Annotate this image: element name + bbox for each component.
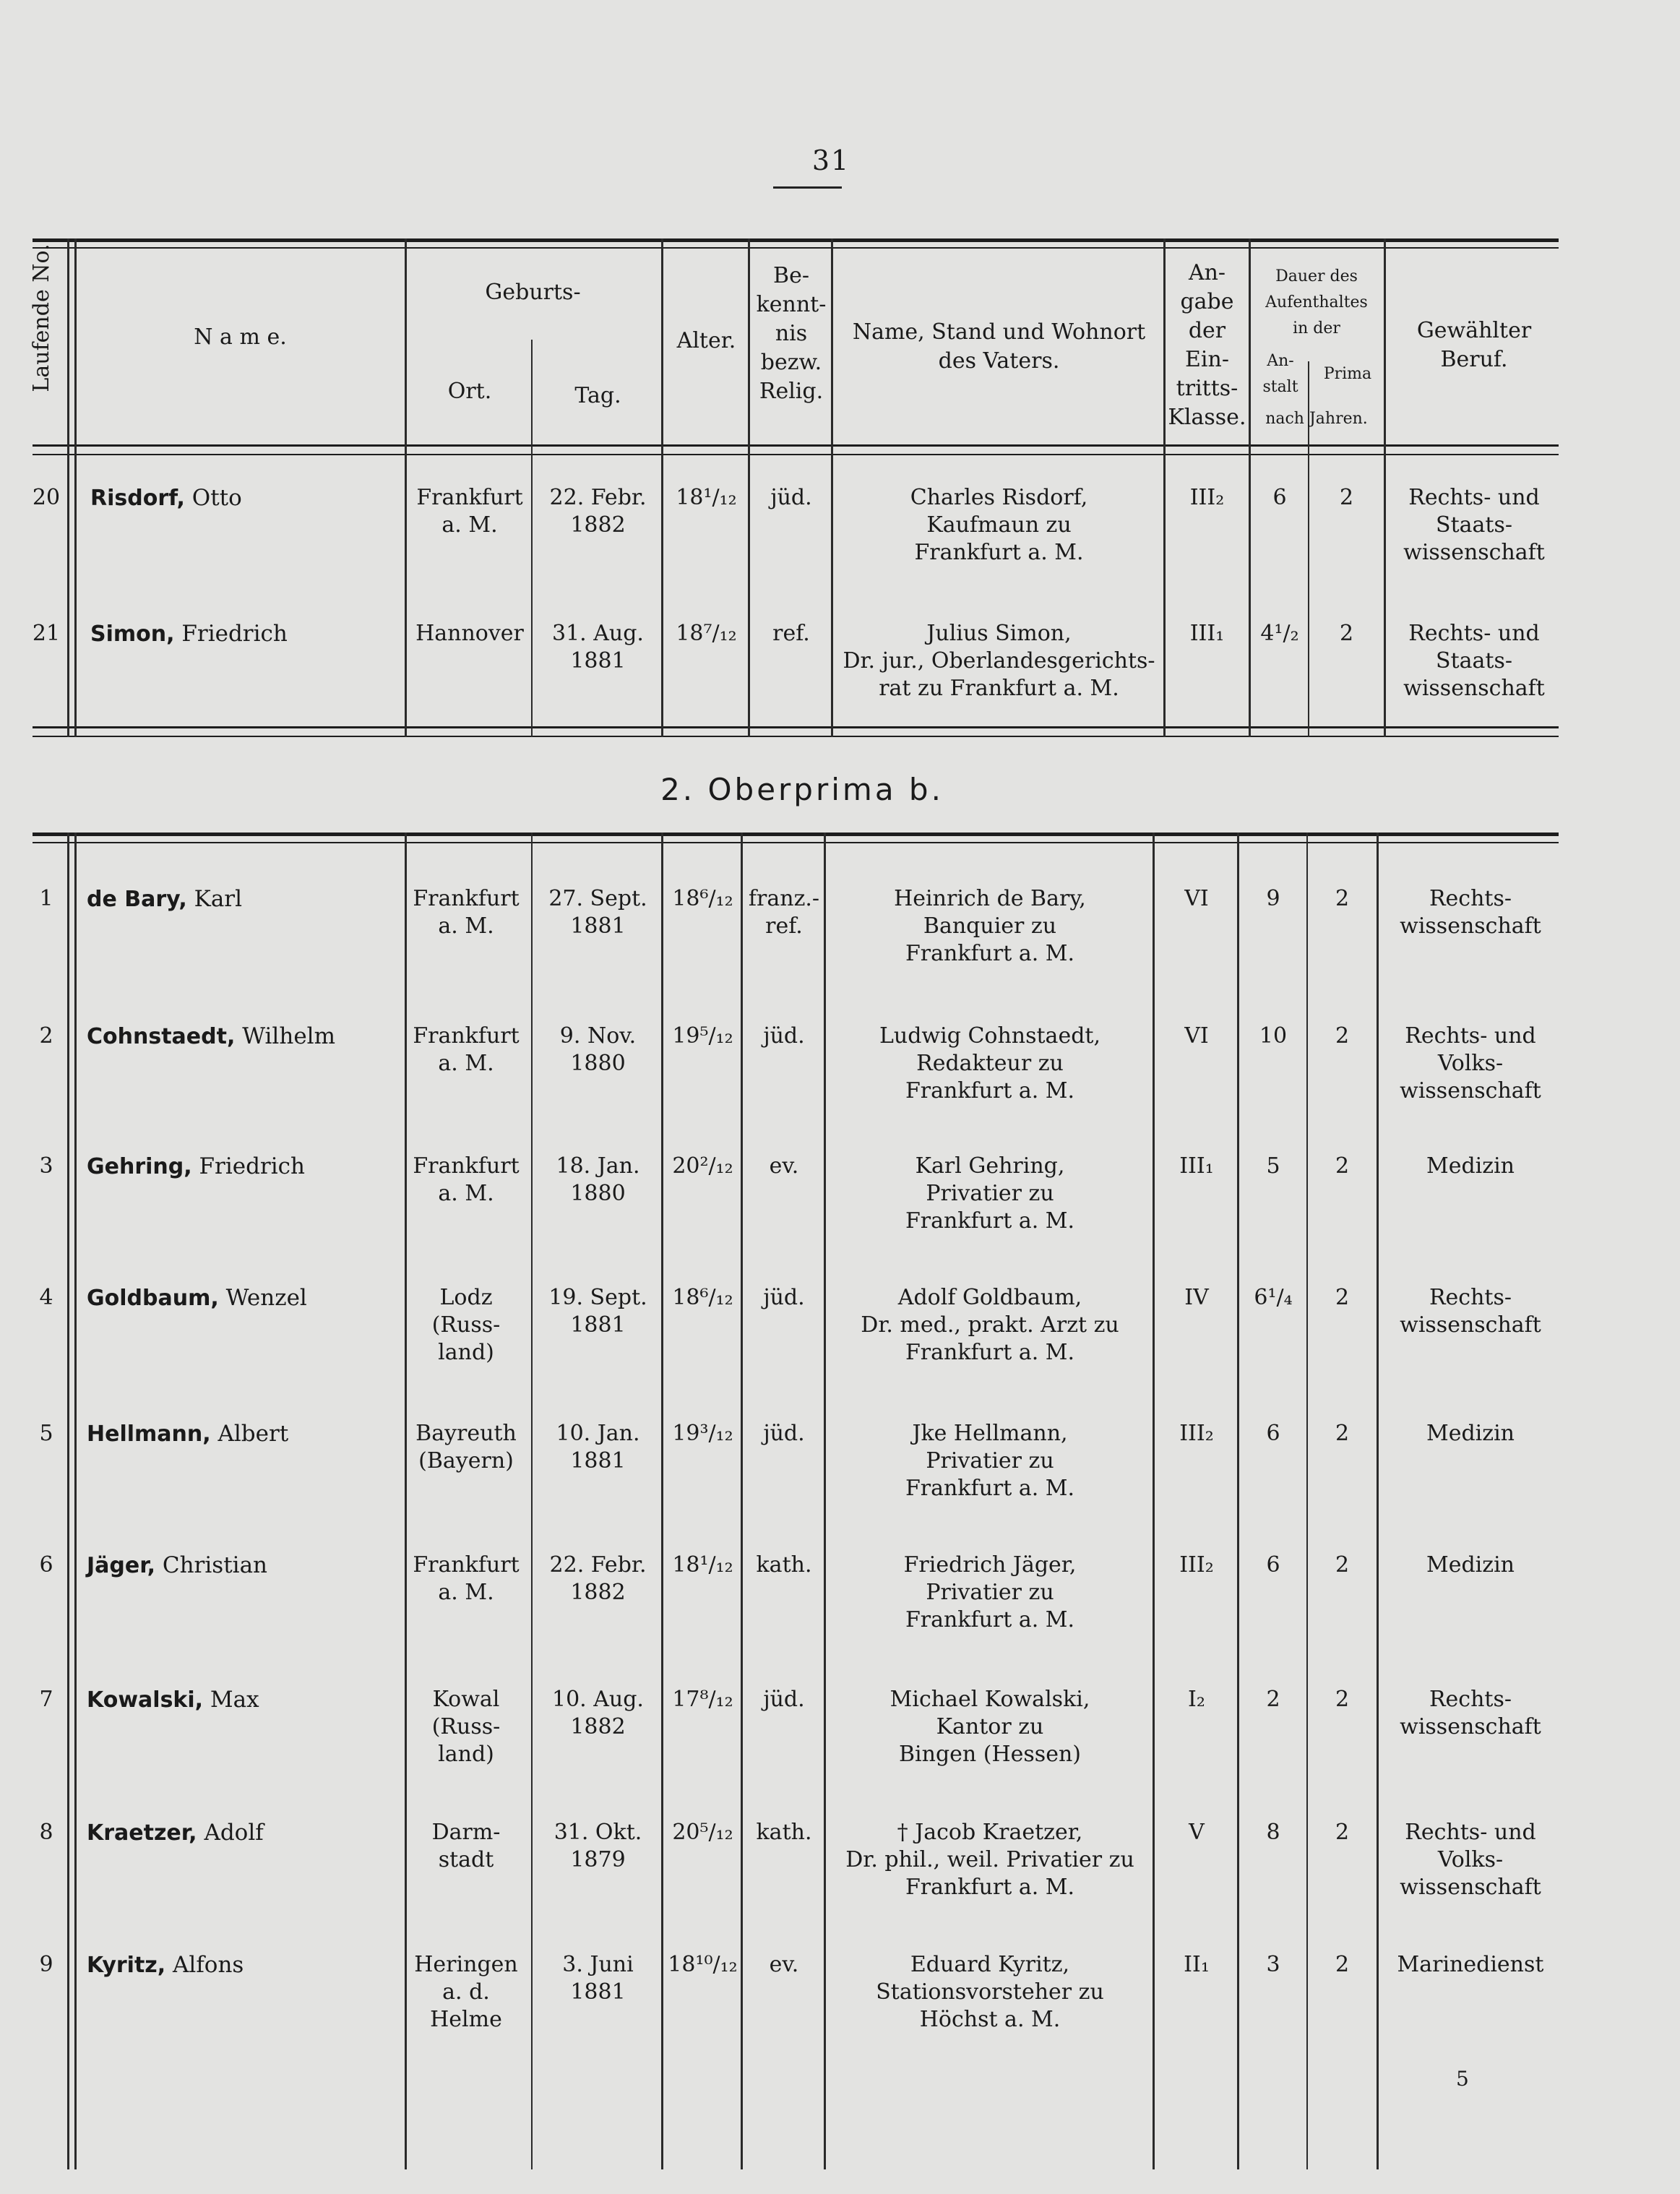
chosen-profession: Rechts- wissenschaft [1400, 1687, 1541, 1739]
age: 20⁵/₁₂ [672, 1820, 733, 1845]
years-institution: 6 [1266, 1421, 1280, 1446]
age: 18¹/₁₂ [672, 1552, 733, 1578]
col-divider [1153, 833, 1155, 2169]
years-prima: 2 [1339, 485, 1354, 510]
table-top-rule [33, 238, 1559, 242]
age: 20²/₁₂ [672, 1153, 733, 1179]
row-number: 5 [39, 1421, 53, 1446]
student-name [90, 620, 401, 648]
student-surname: de Bary, [87, 887, 187, 912]
student-name [87, 1819, 401, 1847]
entry-class: II₁ [1184, 1952, 1210, 1977]
birth-date: 3. Juni 1881 [562, 1952, 634, 2005]
years-institution: 6 [1266, 1552, 1280, 1578]
father-info: Friedrich Jäger, Privatier zu Frankfurt a. M. [903, 1552, 1077, 1632]
header-ort: Ort. [447, 379, 492, 404]
table2-top-rule-2 [33, 842, 1559, 843]
years-prima: 2 [1335, 1023, 1350, 1049]
student-name [87, 1951, 401, 1979]
father-info: Michael Kowalski, Kantor zu Bingen (Hessen) [889, 1687, 1090, 1767]
religion: ev. [769, 1153, 799, 1179]
chosen-profession: Medizin [1426, 1153, 1515, 1179]
header-tag: Tag. [574, 383, 621, 408]
col-divider [405, 238, 407, 737]
row-number: 20 [32, 485, 61, 510]
col-divider [831, 238, 833, 737]
chosen-profession: Rechts- und Volks- wissenschaft [1400, 1023, 1541, 1104]
sheet-number: 5 [1456, 2067, 1469, 2091]
entry-class: IV [1184, 1285, 1209, 1310]
years-institution: 10 [1259, 1023, 1288, 1049]
entry-class: III₁ [1179, 1153, 1214, 1179]
years-prima: 2 [1335, 1153, 1350, 1179]
table-bottom-rule [33, 726, 1559, 728]
student-first-name: Alfons [173, 1952, 244, 1978]
age: 18⁷/₁₂ [676, 621, 737, 646]
entry-class: V [1189, 1820, 1205, 1845]
father-info: Heinrich de Bary, Banquier zu Frankfurt a. M. [894, 886, 1086, 966]
religion: ev. [769, 1952, 799, 1977]
chosen-profession: Rechts- und Staats- wissenschaft [1403, 621, 1545, 701]
age: 19⁵/₁₂ [672, 1023, 733, 1049]
student-surname: Kowalski, [87, 1687, 204, 1713]
birth-place: Lodz (Russ- land) [431, 1285, 501, 1365]
religion: jüd. [763, 1687, 805, 1712]
chosen-profession: Medizin [1426, 1421, 1515, 1446]
header-bottom-rule [33, 444, 1559, 447]
birth-place: Heringen a. d. Helme [414, 1952, 518, 2032]
age: 18⁶/₁₂ [672, 886, 733, 911]
years-institution: 6¹/₄ [1254, 1285, 1293, 1310]
student-surname: Simon, [90, 621, 175, 647]
student-first-name: Max [210, 1687, 259, 1713]
col-divider [74, 833, 77, 2169]
student-first-name: Albert [217, 1421, 289, 1447]
religion: franz.- ref. [748, 886, 820, 939]
birth-date: 9. Nov. 1880 [559, 1023, 637, 1076]
birth-place: Darm- stadt [431, 1820, 501, 1872]
birth-date: 31. Aug. 1881 [552, 621, 644, 674]
col-divider [74, 238, 77, 737]
row-number: 4 [39, 1285, 53, 1310]
student-first-name: Friedrich [181, 621, 288, 647]
chosen-profession: Marinedienst [1397, 1952, 1544, 1977]
chosen-profession: Medizin [1426, 1552, 1515, 1578]
age: 18⁶/₁₂ [672, 1285, 733, 1310]
age: 17⁸/₁₂ [672, 1687, 733, 1712]
birth-date: 10. Aug. 1882 [552, 1687, 644, 1739]
header-vater: Name, Stand und Wohnort des Vaters. [852, 319, 1146, 374]
entry-class: VI [1184, 886, 1209, 911]
religion: ref. [772, 621, 810, 646]
birth-date: 18. Jan. 1880 [556, 1153, 640, 1206]
student-name [87, 1686, 401, 1714]
header-bottom-rule-2 [33, 454, 1559, 455]
years-institution: 5 [1266, 1153, 1280, 1179]
entry-class: III₁ [1189, 621, 1225, 646]
row-number: 9 [39, 1952, 53, 1977]
header-geburts: Geburts- [485, 280, 581, 305]
section-title: 2. Oberprima b. [660, 772, 944, 807]
table-top-rule-2 [33, 247, 1559, 249]
student-first-name: Wenzel [225, 1285, 307, 1311]
col-divider [661, 238, 663, 737]
birth-place: Frankfurt a. M. [413, 886, 520, 939]
age: 18¹/₁₂ [676, 485, 737, 510]
student-name [87, 1420, 401, 1448]
row-number: 7 [39, 1687, 53, 1712]
table2-top-rule [33, 833, 1559, 836]
father-info: Eduard Kyritz, Stationsvorsteher zu Höchst a. M. [876, 1952, 1104, 2032]
chosen-profession: Rechts- wissenschaft [1400, 1285, 1541, 1338]
religion: jüd. [763, 1421, 805, 1446]
birth-date: 31. Okt. 1879 [553, 1820, 642, 1872]
years-institution: 8 [1266, 1820, 1280, 1845]
chosen-profession: Rechts- und Staats- wissenschaft [1403, 485, 1545, 565]
student-name [87, 1552, 401, 1580]
col-divider [531, 833, 533, 2169]
col-divider [1377, 833, 1379, 2169]
birth-place: Frankfurt a. M. [416, 485, 523, 538]
row-number: 21 [32, 621, 61, 646]
birth-date: 22. Febr. 1882 [549, 485, 647, 538]
father-info: Karl Gehring, Privatier zu Frankfurt a. M. [905, 1153, 1075, 1234]
col-divider [1237, 833, 1239, 2169]
student-first-name: Christian [162, 1552, 268, 1578]
chosen-profession: Rechts- und Volks- wissenschaft [1400, 1820, 1541, 1900]
birth-place: Frankfurt a. M. [413, 1153, 520, 1206]
col-divider [67, 238, 69, 737]
years-institution: 4¹/₂ [1260, 621, 1299, 646]
years-institution: 2 [1266, 1687, 1280, 1712]
entry-class: I₂ [1188, 1687, 1205, 1712]
student-first-name: Wilhelm [242, 1023, 335, 1049]
student-name [90, 484, 401, 512]
age: 18¹⁰/₁₂ [668, 1952, 738, 1977]
chosen-profession: Rechts- wissenschaft [1400, 886, 1541, 939]
birth-place: Frankfurt a. M. [413, 1023, 520, 1076]
row-number: 6 [39, 1552, 53, 1578]
header-laufende-no: Laufende No. [29, 244, 54, 392]
years-prima: 2 [1335, 1952, 1350, 1977]
student-name [87, 1284, 401, 1312]
birth-date: 22. Febr. 1882 [549, 1552, 647, 1605]
father-info: Jke Hellmann, Privatier zu Frankfurt a. M. [905, 1421, 1075, 1501]
col-divider [1384, 238, 1386, 737]
years-prima: 2 [1339, 621, 1354, 646]
col-divider [661, 833, 663, 2169]
age: 19³/₁₂ [672, 1421, 733, 1446]
father-info: Julius Simon, Dr. jur., Oberlandesgerichts- rat zu Frankfurt a. M. [843, 621, 1155, 701]
birth-date: 27. Sept. 1881 [548, 886, 647, 939]
father-info: Adolf Goldbaum, Dr. med., prakt. Arzt zu Frankfurt a. M. [861, 1285, 1119, 1365]
col-divider [741, 833, 743, 2169]
student-first-name: Friedrich [199, 1153, 305, 1179]
table-bottom-rule-2 [33, 736, 1559, 737]
years-prima: 2 [1335, 1421, 1350, 1446]
entry-class: III₂ [1179, 1552, 1214, 1578]
student-name [87, 1153, 401, 1181]
student-surname: Kyritz, [87, 1953, 166, 1978]
years-prima: 2 [1335, 886, 1350, 911]
student-surname: Gehring, [87, 1154, 192, 1179]
religion: jüd. [770, 485, 812, 510]
header-alter: Alter. [676, 328, 736, 353]
header-eintritt: An- gabe der Ein- tritts- Klasse. [1168, 260, 1246, 430]
col-divider [67, 833, 69, 2169]
religion: jüd. [763, 1023, 805, 1049]
row-number: 1 [39, 886, 53, 911]
birth-place: Hannover [415, 621, 524, 646]
entry-class: III₂ [1189, 485, 1225, 510]
student-surname: Jäger, [87, 1553, 156, 1578]
col-divider [748, 238, 750, 737]
student-first-name: Otto [191, 485, 242, 511]
row-number: 2 [39, 1023, 53, 1049]
father-info: Charles Risdorf, Kaufmaun zu Frankfurt a. M. [910, 485, 1088, 565]
birth-place: Frankfurt a. M. [413, 1552, 520, 1605]
col-divider [1249, 238, 1251, 737]
years-prima: 2 [1335, 1285, 1350, 1310]
years-institution: 9 [1266, 886, 1280, 911]
religion: kath. [756, 1552, 812, 1578]
student-surname: Hellmann, [87, 1421, 211, 1447]
col-divider [531, 340, 533, 737]
header-prima: Prima [1323, 365, 1372, 383]
header-dauer: Dauer des Aufenthaltes in der [1265, 267, 1368, 337]
years-prima: 2 [1335, 1687, 1350, 1712]
student-first-name: Karl [194, 886, 243, 912]
header-name: N a m e. [194, 324, 287, 350]
page-number-rule [773, 186, 842, 189]
years-prima: 2 [1335, 1552, 1350, 1578]
father-info: † Jacob Kraetzer, Dr. phil., weil. Privatier zu Frankfurt a. M. [845, 1820, 1134, 1900]
entry-class: VI [1184, 1023, 1209, 1049]
student-surname: Goldbaum, [87, 1286, 219, 1311]
birth-date: 19. Sept. 1881 [548, 1285, 647, 1338]
student-surname: Kraetzer, [87, 1820, 197, 1846]
header-nach-jahren: nach Jahren. [1265, 410, 1368, 428]
religion: jüd. [763, 1285, 805, 1310]
years-institution: 3 [1266, 1952, 1280, 1977]
student-first-name: Adolf [204, 1820, 264, 1846]
page-number: 31 [811, 145, 850, 176]
row-number: 3 [39, 1153, 53, 1179]
entry-class: III₂ [1179, 1421, 1214, 1446]
religion: kath. [756, 1820, 812, 1845]
years-institution: 6 [1272, 485, 1287, 510]
col-divider [824, 833, 826, 2169]
years-prima: 2 [1335, 1820, 1350, 1845]
birth-date: 10. Jan. 1881 [556, 1421, 640, 1474]
student-name [87, 885, 401, 913]
row-number: 8 [39, 1820, 53, 1845]
header-bekenntnis: Be- kennt- nis bezw. Relig. [756, 263, 827, 404]
birth-place: Kowal (Russ- land) [431, 1687, 501, 1767]
student-name [87, 1023, 401, 1051]
header-anstalt: An- stalt [1262, 352, 1298, 396]
father-info: Ludwig Cohnstaedt, Redakteur zu Frankfurt a. M. [879, 1023, 1100, 1104]
birth-place: Bayreuth (Bayern) [415, 1421, 517, 1474]
student-surname: Cohnstaedt, [87, 1024, 236, 1049]
header-beruf: Gewählter Beruf. [1416, 318, 1532, 372]
student-surname: Risdorf, [90, 486, 185, 511]
